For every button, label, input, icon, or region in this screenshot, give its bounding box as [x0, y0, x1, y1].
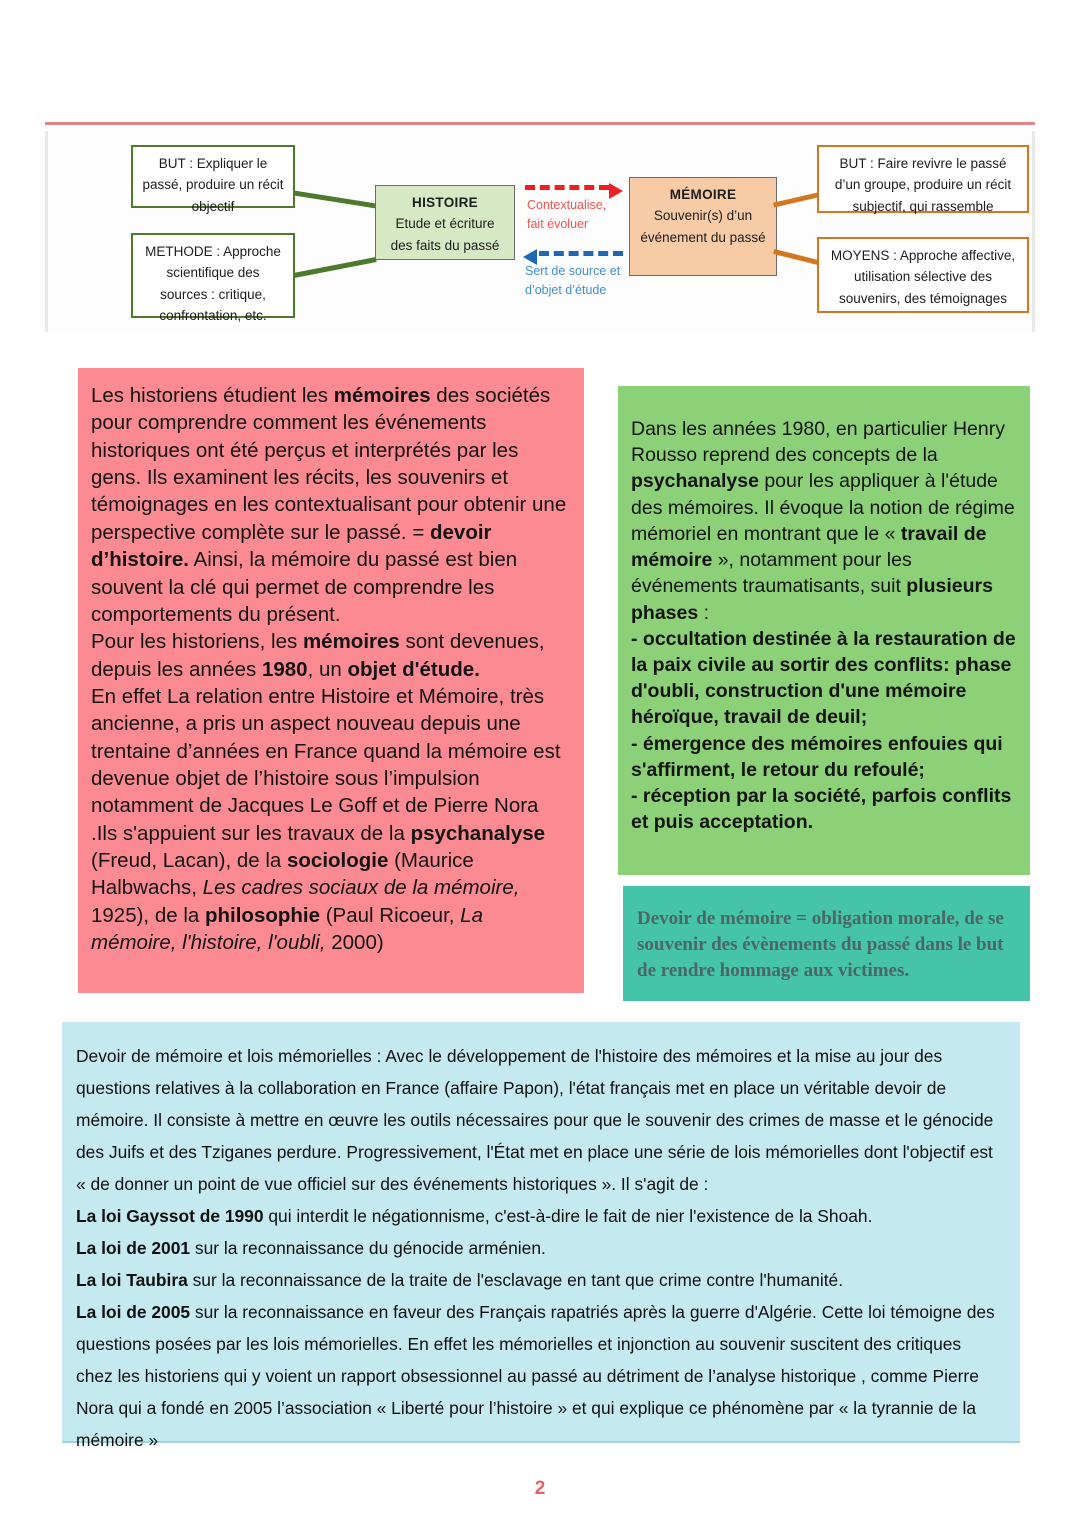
diagram-box-but-memoire: [817, 145, 1029, 213]
diagram-box-moyens-memoire: [817, 237, 1029, 313]
blue-dashed-line: [539, 251, 623, 256]
note-block-pink: [78, 368, 584, 993]
pink-paragraph-1: Les historiens étudient les mémoires des sociétés pour comprendre comment les événements historiques ont été perçus et interprétés par les gens. Ils examinent les récits, les souvenirs et témoignages en les contextualisant pour obtenir une perspective complète sur le passé. = devoir d’histoire. Ainsi, la mémoire du passé est bien souvent la clé qui permet de comprendre les comportements du présent.: [91, 384, 567, 626]
green-phase-3: - réception par la société, parfois conflits et puis acceptation.: [631, 785, 1012, 834]
connector-methode-histoire: [293, 257, 376, 278]
arrow-source-objet: [523, 251, 625, 300]
connector-but-memoire: [773, 191, 823, 207]
note-block-blue: [62, 1022, 1020, 1451]
arrow-head-right-icon: [609, 183, 623, 199]
arrow-contextualise: [525, 185, 625, 234]
memoire-body: Souvenir(s) d’un événement du passé: [640, 208, 766, 245]
law-item: La loi Gayssot de 1990 qui interdit le négationnisme, c'est-à-dire le fait de nier l'existence de la Shoah.: [76, 1206, 873, 1227]
figure-left-edge: [45, 131, 48, 332]
arrow-head-left-icon: [523, 249, 537, 265]
diagram-box-memoire: [629, 177, 777, 276]
red-arrow-label: Contextualise, fait évoluer: [527, 198, 607, 231]
box-text: BUT : Expliquer le passé, produire un récit objectif: [142, 156, 284, 214]
box-text: MOYENS : Approche affective, utilisation sélective des souvenirs, des témoignages: [830, 248, 1016, 306]
pink-paragraph-3: En effet La relation entre Histoire et Mémoire, très ancienne, a pris un aspect nouveau depuis une trentaine d’années en France quand la mémoire est devenue objet de l’histoire sous l’impulsion notamment de Jacques Le Goff et de Pierre Nora .Ils s'appuient sur les travaux de la psychanalyse (Freud, Lacan), de la sociologie (Maurice Halbwachs, Les cadres sociaux de la mémoire, 1925), de la philosophie (Paul Ricoeur, La mémoire, l'histoire, l'oubli, 2000): [91, 684, 561, 955]
pink-paragraph-2: Pour les historiens, les mémoires sont devenues, depuis les années 1980, un objet d'étude.: [91, 630, 545, 681]
green-intro: Dans les années 1980, en particulier Henry Rousso reprend des concepts de la psychanalyse pour les appliquer à l'étude des mémoires. Il évoque la notion de régime mémoriel en montrant que le « travail de mémoire », notamment pour les événements traumatisants, suit plusieurs phases :: [631, 418, 1015, 624]
figure-right-edge: [1032, 131, 1035, 332]
diagram-box-histoire: [375, 185, 515, 260]
note-block-green: [618, 386, 1030, 875]
note-block-teal-definition: [623, 886, 1030, 1001]
law-item: La loi Taubira sur la reconnaissance de la traite de l'esclavage en tant que crime contre l'humanité.: [76, 1270, 844, 1291]
box-text: METHODE : Approche scientifique des sources : critique, confrontation, etc.: [145, 244, 281, 323]
connector-but-histoire: [293, 190, 377, 208]
law-item: La loi de 2001 sur la reconnaissance du génocide arménien.: [76, 1238, 546, 1259]
histoire-body: Etude et écriture des faits du passé: [390, 216, 500, 253]
green-phase-2: - émergence des mémoires enfouies qui s'affirment, le retour du refoulé;: [631, 732, 1003, 781]
diagram-box-but-histoire: [131, 145, 295, 214]
blue-arrow-label: Sert de source et d’objet d’étude: [525, 264, 621, 297]
box-text: BUT : Faire revivre le passé d’un groupe, produire un récit subjectif, qui rassemble: [834, 156, 1012, 214]
history-memory-diagram: [45, 122, 1035, 332]
green-phase-1: - occultation destinée à la restauration de la paix civile au sortir des conflits: phase d'oubli, construction d'une mémoire héroïque, travail de deuil;: [631, 627, 1016, 729]
red-dashed-line: [525, 185, 609, 190]
memoire-title: MÉMOIRE: [669, 187, 737, 202]
diagram-box-methode-histoire: [131, 233, 295, 323]
blue-intro: Devoir de mémoire et lois mémorielles : Avec le développement de l'histoire des mémoires et la mise au jour des questions relatives à la collaboration en France (affaire Papon), l'état français met en place un véritable devoir de mémoire. Il consiste à mettre en œuvre les outils nécessaires pour que le souvenir des crimes de masse et le génocide des Juifs et des Tziganes perdure. Progressivement, l'État met en place une série de lois mémorielles dont l'objectif est « de donner un point de vue officiel sur des événements historiques ». Il s'agit de :: [76, 1046, 994, 1195]
connector-moyens-memoire: [773, 249, 823, 266]
law-item: La loi de 2005 sur la reconnaissance en faveur des Français rapatriés après la guerre d'Algérie. Cette loi témoigne des questions posées par les lois mémorielles. En effet les mémorielles et injonction au souvenir suscitent des critiques chez les historiens qui y voient un rapport obsessionnel au passé au détriment de l’analyse historique , comme Pierre Nora qui a fondé en 2005 l’association « Liberté pour l’histoire » et qui explique ce phénomène par « la tyrannie de la mémoire »: [76, 1302, 995, 1451]
teal-definition-text: Devoir de mémoire = obligation morale, de se souvenir des évènements du passé dans le but de rendre hommage aux victimes.: [637, 908, 1004, 981]
page-number: 2: [534, 1478, 546, 1499]
histoire-title: HISTOIRE: [412, 195, 478, 210]
